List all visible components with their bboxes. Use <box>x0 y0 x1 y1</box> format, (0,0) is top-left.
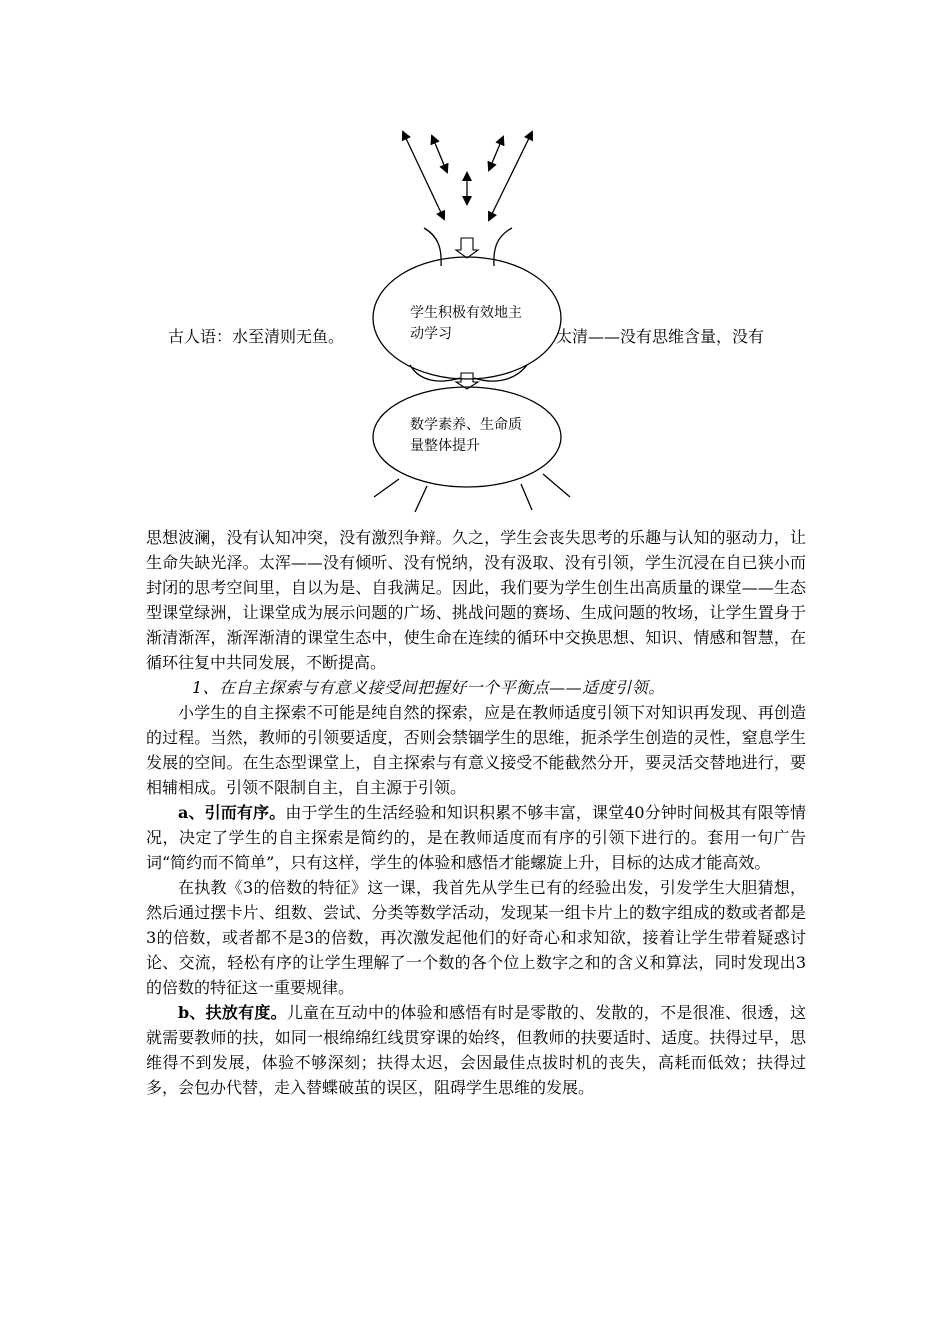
intro-right-text: 太清——没有思维含量，没有 <box>556 327 765 346</box>
paragraph-a-title: a、引而有序。 <box>178 803 286 822</box>
arrow-outer-right <box>489 132 532 220</box>
radiate-right <box>543 474 570 497</box>
section-heading-1: 1、在自主探索与有意义接受间把握好一个平衡点——适度引领。 <box>192 678 665 697</box>
paragraph-a-text: 由于学生的生活经验和知识积累不够丰富，课堂40分钟时间极其有限等情况，决定了学生的自主探索是简约的，是在教师适度而有序的引领下进行的。套用一句广告词“简约而不简单”，只有这样，学生的体验和感悟才能螺旋上升，目标的达成才能高效。 <box>146 803 806 872</box>
hollow-arrow-top <box>456 238 478 258</box>
arrow-inner-left <box>432 136 447 172</box>
radiate-mid-left <box>415 486 427 512</box>
arrow-outer-left <box>403 132 444 219</box>
top-ellipse-label: 学生积极有效地主动学习 <box>410 305 522 342</box>
paragraph-b <box>146 1000 806 1100</box>
bottom-ellipse-label: 数学素养、生命质量整体提升 <box>410 417 522 454</box>
paragraph-b-title: b、扶放有度。 <box>178 1003 287 1022</box>
intro-left-text: 古人语：水至清则无鱼。 <box>168 327 345 346</box>
radiate-mid-right <box>521 484 532 510</box>
paragraph-a <box>146 800 806 875</box>
paragraph-b-text: 儿童在互动中的体验和感悟有时是零散的、发散的，不是很准、很透，这就需要教师的扶，如同一根绵绵红线贯穿课的始终，但教师的扶要适时、适度。扶得过早，思维得不到发展，体验不够深刻；扶得太迟，会因最佳点拔时机的丧失，高耗而低效；扶得过多，会包办代替，走入替蝶破茧的误区，阻碍学生思维的发展。 <box>146 1003 806 1097</box>
paragraph-1: 思想波澜，没有认知冲突，没有激烈争辩。久之，学生会丧失思考的乐趣与认知的驱动力，让生命失缺光泽。太浑——没有倾听、没有悦纳，没有汲取、没有引领，学生沉浸在自已狭小而封闭的思考空间里，自以为是、自我满足。因此，我们要为学生创生出高质量的课堂——生态型课堂绿洲，让课堂成为展示问题的广场、挑战问题的赛场、生成问题的牧场，让学生置身于渐清渐浑，渐浑渐清的课堂生态中，使生命在连续的循环中交换思想、知识、情感和智慧，在循环往复中共同发展，不断提高。 <box>146 528 806 672</box>
arrow-inner-right <box>489 137 503 170</box>
paragraph-2: 小学生的自主探索不可能是纯自然的探索，应是在教师适度引领下对知识再发现、再创造的过程。当然，教师的引领要适度，否则会禁锢学生的思维，扼杀学生创造的灵性，窒息学生发展的空间。在生态型课堂上，自主探索与有意义接受不能截然分开，要灵活交替地进行，要相辅相成。引领不限制自主，自主源于引领。 <box>146 703 806 797</box>
body-text <box>146 525 806 1100</box>
paragraph-3: 在执教《3的倍数的特征》这一课，我首先从学生已有的经验出发，引发学生大胆猜想，然后通过摆卡片、组数、尝试、分类等数学活动，发现某一组卡片上的数字组成的数或者都是3的倍数，或者都不是3的倍数，再次激发起他们的好奇心和求知欲，接着让学生带着疑惑讨论、交流，轻松有序的让学生理解了一个数的各个位上数字之和的含义和算法，同时发现出3的倍数的特征这一重要规律。 <box>146 878 806 997</box>
radiate-left <box>374 479 399 497</box>
